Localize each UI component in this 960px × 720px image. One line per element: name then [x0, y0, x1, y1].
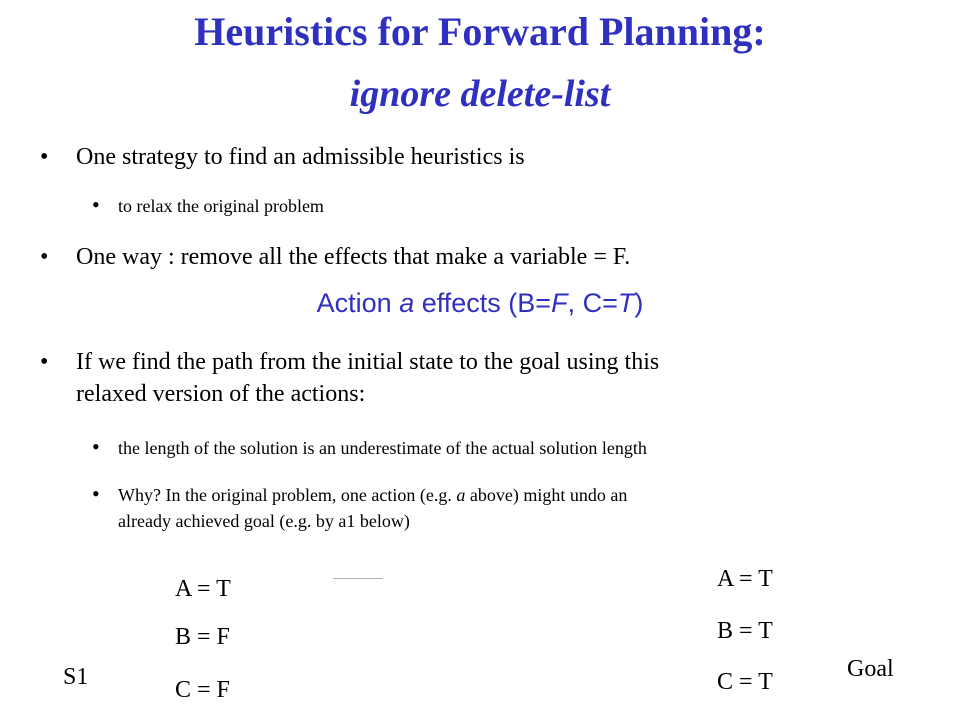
bullet-icon: •	[92, 434, 100, 459]
bullet-text: One strategy to find an admissible heuristics is	[76, 144, 525, 170]
subbullet-text-line2: already achieved goal (e.g. by a1 below)	[118, 511, 410, 531]
s1-c-value: C = F	[175, 677, 230, 703]
bullet-icon: •	[40, 244, 49, 270]
divider-line	[333, 578, 383, 579]
bullet-icon: •	[40, 349, 49, 375]
goal-a-value: A = T	[717, 566, 773, 592]
goal-c-value: C = T	[717, 669, 773, 695]
s1-b-value: B = F	[175, 624, 230, 650]
action-effects: Action a effects (B=F, C=T)	[316, 288, 644, 318]
bullet-icon: •	[92, 481, 100, 506]
bullet-icon: •	[92, 192, 100, 217]
subbullet-text: the length of the solution is an underestimate of the actual solution length	[118, 438, 647, 458]
bullet-icon: •	[40, 144, 49, 170]
bullet-text-line2: relaxed version of the actions:	[76, 381, 366, 407]
goal-b-value: B = T	[717, 618, 773, 644]
s1-a-value: A = T	[175, 576, 231, 602]
bullet-text: One way : remove all the effects that make a variable = F.	[76, 244, 631, 270]
subbullet-text-line1: Why? In the original problem, one action (e.g. a above) might undo an	[118, 485, 628, 505]
s1-label: S1	[63, 664, 89, 690]
bullet-text-line1: If we find the path from the initial state to the goal using this	[76, 349, 660, 375]
subbullet-text: to relax the original problem	[118, 196, 324, 216]
slide-title: Heuristics for Forward Planning:	[194, 9, 766, 54]
slide-subtitle: ignore delete-list	[349, 73, 611, 115]
goal-label: Goal	[847, 656, 894, 682]
